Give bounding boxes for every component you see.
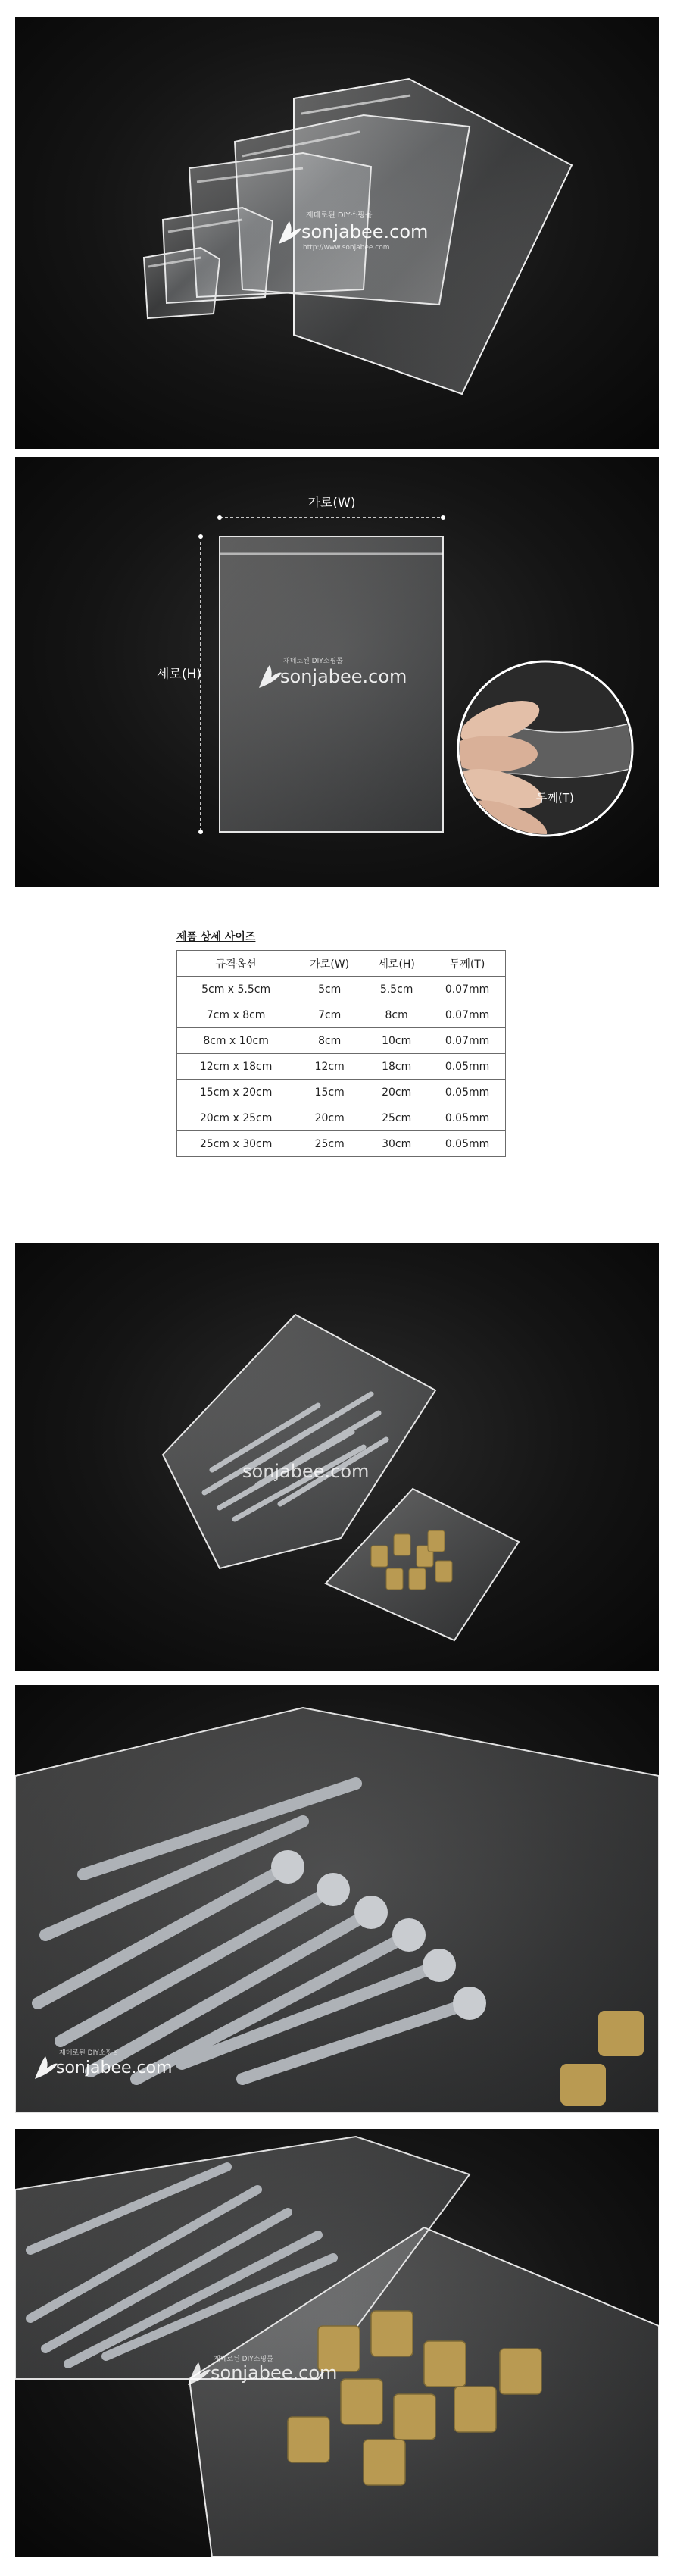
thickness-label: 두께(T) (536, 791, 574, 805)
svg-text:재테로된 DIY소핑몰: 재테로된 DIY소핑몰 (59, 2049, 119, 2057)
cell-option: 15cm x 20cm (177, 1080, 295, 1105)
cell-height: 5.5cm (364, 977, 429, 1002)
cell-height: 30cm (364, 1131, 429, 1157)
cell-height: 8cm (364, 1002, 429, 1028)
cell-height: 18cm (364, 1054, 429, 1080)
cell-height: 25cm (364, 1105, 429, 1131)
header-width: 가로(W) (295, 951, 364, 977)
table-row (177, 1054, 506, 1080)
svg-text:재테로된 DIY소핑몰: 재테로된 DIY소핑몰 (214, 2356, 273, 2363)
dimension-diagram (15, 457, 659, 887)
cell-width: 7cm (295, 1002, 364, 1028)
zip-bag-smallest (144, 248, 220, 318)
cell-option: 8cm x 10cm (177, 1028, 295, 1054)
screws-closeup-illustration (15, 1685, 659, 2113)
svg-text:sonjabee.com: sonjabee.com (242, 1461, 370, 1482)
watermark-logo (242, 1461, 369, 1482)
cell-thickness: 0.07mm (429, 1002, 506, 1028)
photo-bags-with-hardware (15, 1243, 659, 1671)
cell-thickness: 0.05mm (429, 1105, 506, 1131)
photo-dimension-diagram (15, 457, 659, 887)
svg-text:재테로된 DIY소핑몰: 재테로된 DIY소핑몰 (306, 211, 373, 220)
header-thickness: 두께(T) (429, 951, 506, 977)
table-row (177, 1131, 506, 1157)
cell-width: 12cm (295, 1054, 364, 1080)
cell-option: 12cm x 18cm (177, 1054, 295, 1080)
cell-thickness: 0.07mm (429, 977, 506, 1002)
svg-text:sonjabee.com: sonjabee.com (301, 221, 429, 242)
svg-text:sonjabee.com: sonjabee.com (280, 666, 407, 687)
cell-width: 15cm (295, 1080, 364, 1105)
cell-width: 20cm (295, 1105, 364, 1131)
both-bags-closeup-illustration (15, 2129, 659, 2557)
stacked-bags-illustration (15, 17, 659, 449)
cell-width: 8cm (295, 1028, 364, 1054)
table-row (177, 1105, 506, 1131)
cell-option: 7cm x 8cm (177, 1002, 295, 1028)
svg-text:재테로된 DIY소핑몰: 재테로된 DIY소핑몰 (283, 658, 343, 665)
cell-thickness: 0.05mm (429, 1054, 506, 1080)
cell-thickness: 0.05mm (429, 1131, 506, 1157)
cell-option: 5cm x 5.5cm (177, 977, 295, 1002)
cell-width: 5cm (295, 977, 364, 1002)
bags-with-hardware-illustration (15, 1243, 659, 1671)
size-table (176, 950, 506, 1157)
table-row (177, 1080, 506, 1105)
width-label: 가로(W) (307, 496, 356, 511)
svg-text:sonjabee.com: sonjabee.com (211, 2362, 338, 2384)
header-height: 세로(H) (364, 951, 429, 977)
photo-screws-closeup (15, 1685, 659, 2113)
cell-thickness: 0.05mm (429, 1080, 506, 1105)
cell-option: 25cm x 30cm (177, 1131, 295, 1157)
cell-option: 20cm x 25cm (177, 1105, 295, 1131)
thickness-closeup (447, 661, 636, 849)
cell-thickness: 0.07mm (429, 1028, 506, 1054)
photo-stacked-bags (15, 17, 659, 449)
size-table-section (176, 929, 506, 1157)
width-dimension-line (217, 515, 445, 520)
table-row (177, 977, 506, 1002)
cell-width: 25cm (295, 1131, 364, 1157)
size-table-title: 제품 상세 사이즈 (176, 931, 256, 943)
svg-text:http://www.sonjabee.com: http://www.sonjabee.com (303, 244, 390, 252)
svg-text:sonjabee.com: sonjabee.com (56, 2059, 173, 2077)
photo-both-bags-closeup (15, 2129, 659, 2557)
table-row (177, 1002, 506, 1028)
header-option: 규격옵션 (177, 951, 295, 977)
height-label: 세로(H) (157, 667, 201, 682)
table-header-row (177, 951, 506, 977)
table-row (177, 1028, 506, 1054)
cell-height: 20cm (364, 1080, 429, 1105)
cell-height: 10cm (364, 1028, 429, 1054)
height-dimension-line (198, 534, 203, 834)
